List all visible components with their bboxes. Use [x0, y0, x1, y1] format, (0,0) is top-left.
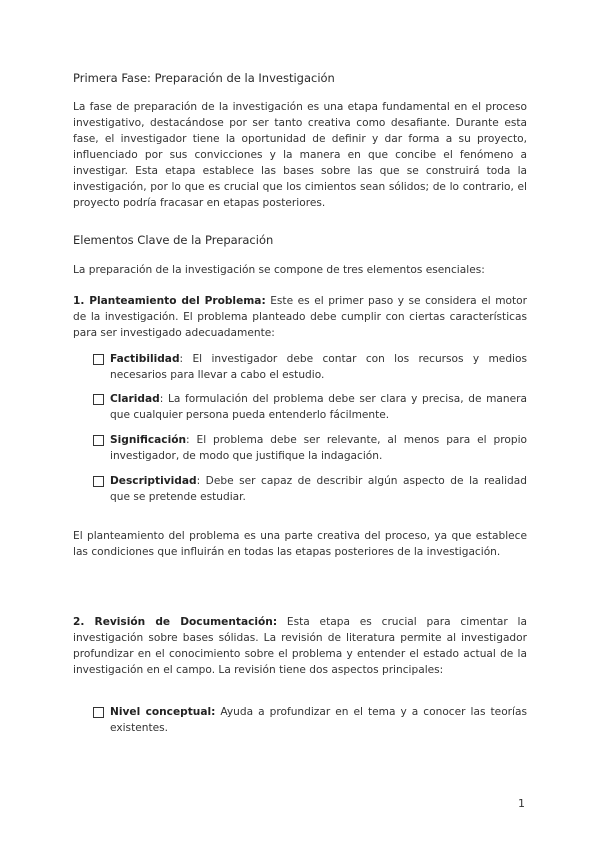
- intro-paragraph: La fase de preparación de la investigación es una etapa fundamental en el proceso investigativo, destacándose por ser tanto creativa como desafiante. Durante esta fase, el investigador tiene la oportunidad de definir y dar forma a su proyecto, influenciado por sus convicciones y la manera en que concibe el fenómeno a investigar. Esta etapa establece las bases sobre las que se construirá toda la investigación, por lo que es crucial que los cimientos sean sólidos; de lo contrario, el proyecto podría fracasar en etapas posteriores.: [73, 101, 527, 209]
- checkbox-icon: [93, 435, 104, 446]
- item-label: Descriptividad: [110, 475, 197, 487]
- checkbox-icon: [93, 707, 104, 718]
- list-item: [93, 704, 527, 736]
- item-label: Claridad: [110, 393, 160, 405]
- element-2-text: Esta etapa es crucial para cimentar la investigación sobre bases sólidas. La revisión de literatura permite al investigador profundizar en el conocimiento sobre el problema y entender el estado actual de la investigación en el campo. La revisión tiene dos aspectos principales:: [73, 616, 527, 676]
- item-label: Nivel conceptual:: [110, 706, 216, 718]
- page-title: Primera Fase: Preparación de la Investigación: [73, 71, 335, 85]
- element-2-paragraph: [73, 614, 527, 678]
- element-1-closing: El planteamiento del problema es una parte creativa del proceso, ya que establece las condiciones que influirán en todas las etapas posteriores de la investigación.: [73, 530, 527, 558]
- list-item: [93, 473, 527, 505]
- item-text: : El investigador debe contar con los recursos y medios necesarios para llevar a cabo el estudio.: [110, 353, 527, 381]
- element-1-label: 1. Planteamiento del Problema:: [73, 295, 266, 307]
- element-2-label: 2. Revisión de Documentación:: [73, 616, 278, 628]
- section-heading: Elementos Clave de la Preparación: [73, 233, 274, 247]
- item-text: : La formulación del problema debe ser clara y precisa, de manera que cualquier persona pueda entenderlo fácilmente.: [110, 393, 527, 421]
- item-label: Significación: [110, 434, 187, 446]
- element-1-text: Este es el primer paso y se considera el motor de la investigación. El problema planteado debe cumplir con ciertas características para ser investigado adecuadamente:: [73, 295, 527, 339]
- section-intro: La preparación de la investigación se compone de tres elementos esenciales:: [73, 264, 485, 276]
- page-number: 1: [518, 797, 525, 810]
- checkbox-icon: [93, 476, 104, 487]
- element-1-paragraph: [73, 293, 527, 341]
- item-label: Factibilidad: [110, 353, 180, 365]
- item-text: : Debe ser capaz de describir algún aspecto de la realidad que se pretende estudiar.: [110, 475, 527, 503]
- checkbox-icon: [93, 354, 104, 365]
- list-item: [93, 391, 527, 423]
- item-text: Ayuda a profundizar en el tema y a conocer las teorías existentes.: [110, 706, 527, 734]
- item-text: : El problema debe ser relevante, al menos para el propio investigador, de modo que justifique la indagación.: [110, 434, 527, 462]
- list-item: [93, 432, 527, 464]
- list-item: [93, 351, 527, 383]
- checkbox-icon: [93, 394, 104, 405]
